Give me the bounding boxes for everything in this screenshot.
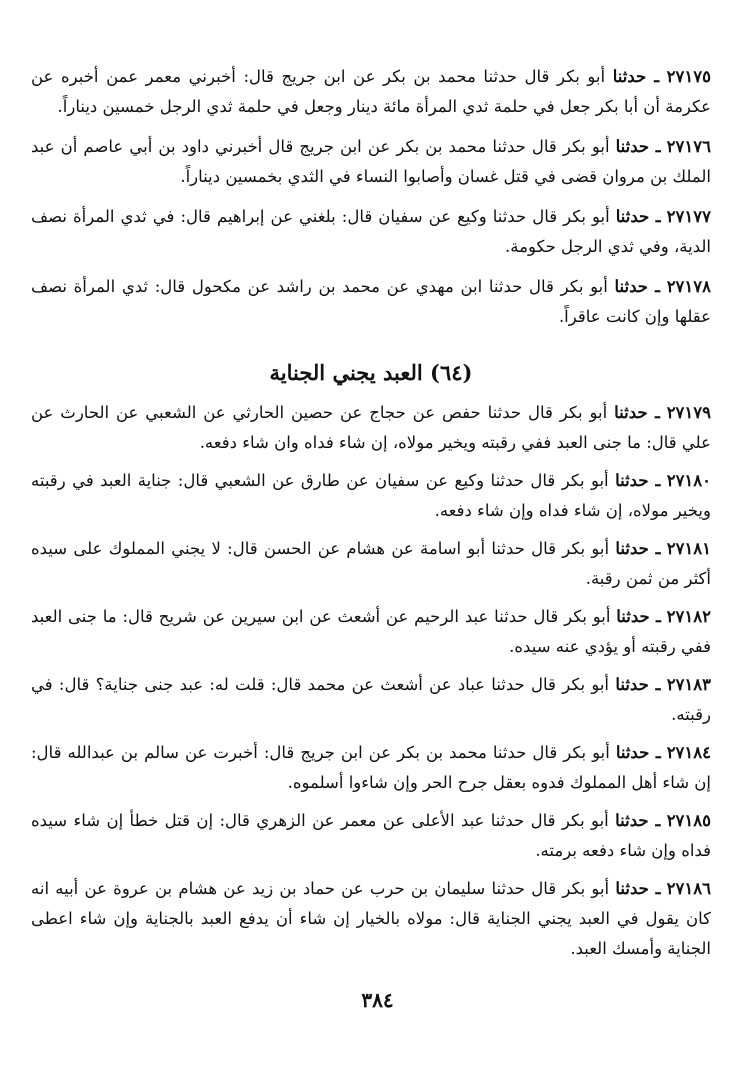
hadith-number: ٢٧١٧٨: [666, 277, 711, 296]
hadith-entry: [31, 272, 711, 332]
hadith-lead: ـ حدثنا: [612, 67, 660, 86]
hadith-text: أبو بكر قال حدثنا سليمان بن حرب عن حماد بن زيد عن هشام بن عروة عن أبيه انه كان يقول في العبد يجني الجناية قال: مولاه بالخيار إن شاء أن يدفع العبد بالجناية وإن شاء اعطى الجناية وأمسك العبد.: [31, 879, 711, 958]
hadith-lead: ـ حدثنا: [615, 743, 661, 762]
hadith-number: ٢٧١٧٧: [666, 207, 711, 226]
hadith-number: ٢٧١٨٠: [666, 471, 712, 490]
hadith-lead: ـ حدثنا: [615, 471, 661, 490]
hadith-lead: ـ حدثنا: [615, 539, 661, 558]
hadith-entry: [31, 738, 711, 798]
hadith-number: ٢٧١٨٥: [666, 811, 711, 830]
section-title: (٦٤) العبد يجني الجناية: [269, 360, 473, 385]
hadith-number: ٢٧١٧٩: [666, 403, 711, 422]
hadith-text: أبو بكر قال حدثنا عبد الأعلى عن معمر عن الزهري قال: إن قتل خطأ إن شاء سيده فداه وإن شاء دفعه برمته.: [31, 811, 711, 860]
hadith-lead: ـ حدثنا: [616, 607, 661, 626]
hadith-text: أبو بكر قال حدثنا أبو اسامة عن هشام عن الحسن قال: لا يجني المملوك على سيده أكثر من ثمن رقبة.: [31, 539, 711, 588]
hadith-text: أبو بكر قال حدثنا وكيع عن سفيان قال: بلغني عن إبراهيم قال: في ثدي المرأة نصف الدية، وفي ثدي الرجل حكومة.: [31, 207, 711, 256]
hadith-entry: [31, 670, 711, 730]
hadith-list: [31, 62, 711, 964]
hadith-lead: ـ حدثنا: [615, 879, 661, 898]
hadith-text: أبو بكر قال حدثنا وكيع عن سفيان عن طارق عن الشعبي قال: جناية العبد في رقبته ويخير مولاه، إن شاء فداه وإن شاء دفعه.: [31, 471, 711, 520]
hadith-number: ٢٧١٧٦: [666, 137, 711, 156]
hadith-text: أبو بكر قال حدثنا محمد بن بكر عن ابن جريج قال: أخبرت عن سالم بن عبدالله قال: إن شاء أهل المملوك فدوه بعقل جرح الحر وإن شاءوا أسلموه.: [31, 743, 711, 792]
hadith-lead: ـ حدثنا: [615, 811, 661, 830]
hadith-entry: [31, 874, 711, 964]
hadith-entry: [31, 466, 711, 526]
hadith-number: ٢٧١٨٤: [666, 743, 711, 762]
hadith-lead: ـ حدثنا: [614, 403, 660, 422]
page-number: ٣٨٤: [361, 988, 394, 1012]
hadith-number: ٢٧١٨١: [666, 539, 712, 558]
hadith-entry: [31, 132, 711, 192]
hadith-entry: [31, 534, 711, 594]
hadith-lead: ـ حدثنا: [614, 277, 660, 296]
hadith-text: أبو بكر قال حدثنا محمد بن بكر عن ابن جريج قال أخبرني داود بن أبي عاصم أن عبد الملك بن مروان قضى في قتل غسان وأصابوا النساء في الثدي بخمسين ديناراً.: [31, 137, 711, 186]
hadith-lead: ـ حدثنا: [615, 675, 661, 694]
hadith-text: أبو بكر قال حدثنا عبد الرحيم عن أشعث عن ابن سيرين عن شريح قال: ما جنى العبد ففي رقبته أو يؤدي عنه سيده.: [31, 607, 711, 656]
hadith-entry: [31, 202, 711, 262]
hadith-lead: ـ حدثنا: [615, 137, 661, 156]
hadith-text: أبو بكر قال حدثنا ابن مهدي عن محمد بن راشد عن مكحول قال: ثدي المرأة نصف عقلها وإن كانت عاقراً.: [31, 277, 711, 326]
hadith-entry: [31, 806, 711, 866]
hadith-text: أبو بكر قال حدثنا حفص عن حجاج عن حصين الحارثي عن الشعبي عن الحارث عن علي قال: ما جنى العبد ففي رقبته ويخير مولاه، إن شاء فداه وان شاء دفعه.: [31, 403, 711, 452]
hadith-entry: [31, 602, 711, 662]
hadith-text: أبو بكر قال حدثنا محمد بن بكر عن ابن جريج قال: أخبرني معمر عمن أخبره عن عكرمة أن أبا بكر جعل في حلمة ثدي المرأة مائة دينار وجعل في حلمة ثدي الرجل خمسين ديناراً.: [31, 67, 711, 116]
hadith-text: أبو بكر قال حدثنا عباد عن أشعث عن محمد قال: قلت له: عبد جنى جناية؟ قال: في رقبته.: [31, 675, 711, 724]
hadith-number: ٢٧١٨٦: [666, 879, 711, 898]
hadith-entry: [31, 398, 711, 458]
hadith-number: ٢٧١٨٣: [666, 675, 712, 694]
hadith-number: ٢٧١٨٢: [666, 607, 711, 626]
hadith-entry: [31, 62, 711, 122]
hadith-lead: ـ حدثنا: [615, 207, 661, 226]
hadith-number: ٢٧١٧٥: [666, 67, 711, 86]
